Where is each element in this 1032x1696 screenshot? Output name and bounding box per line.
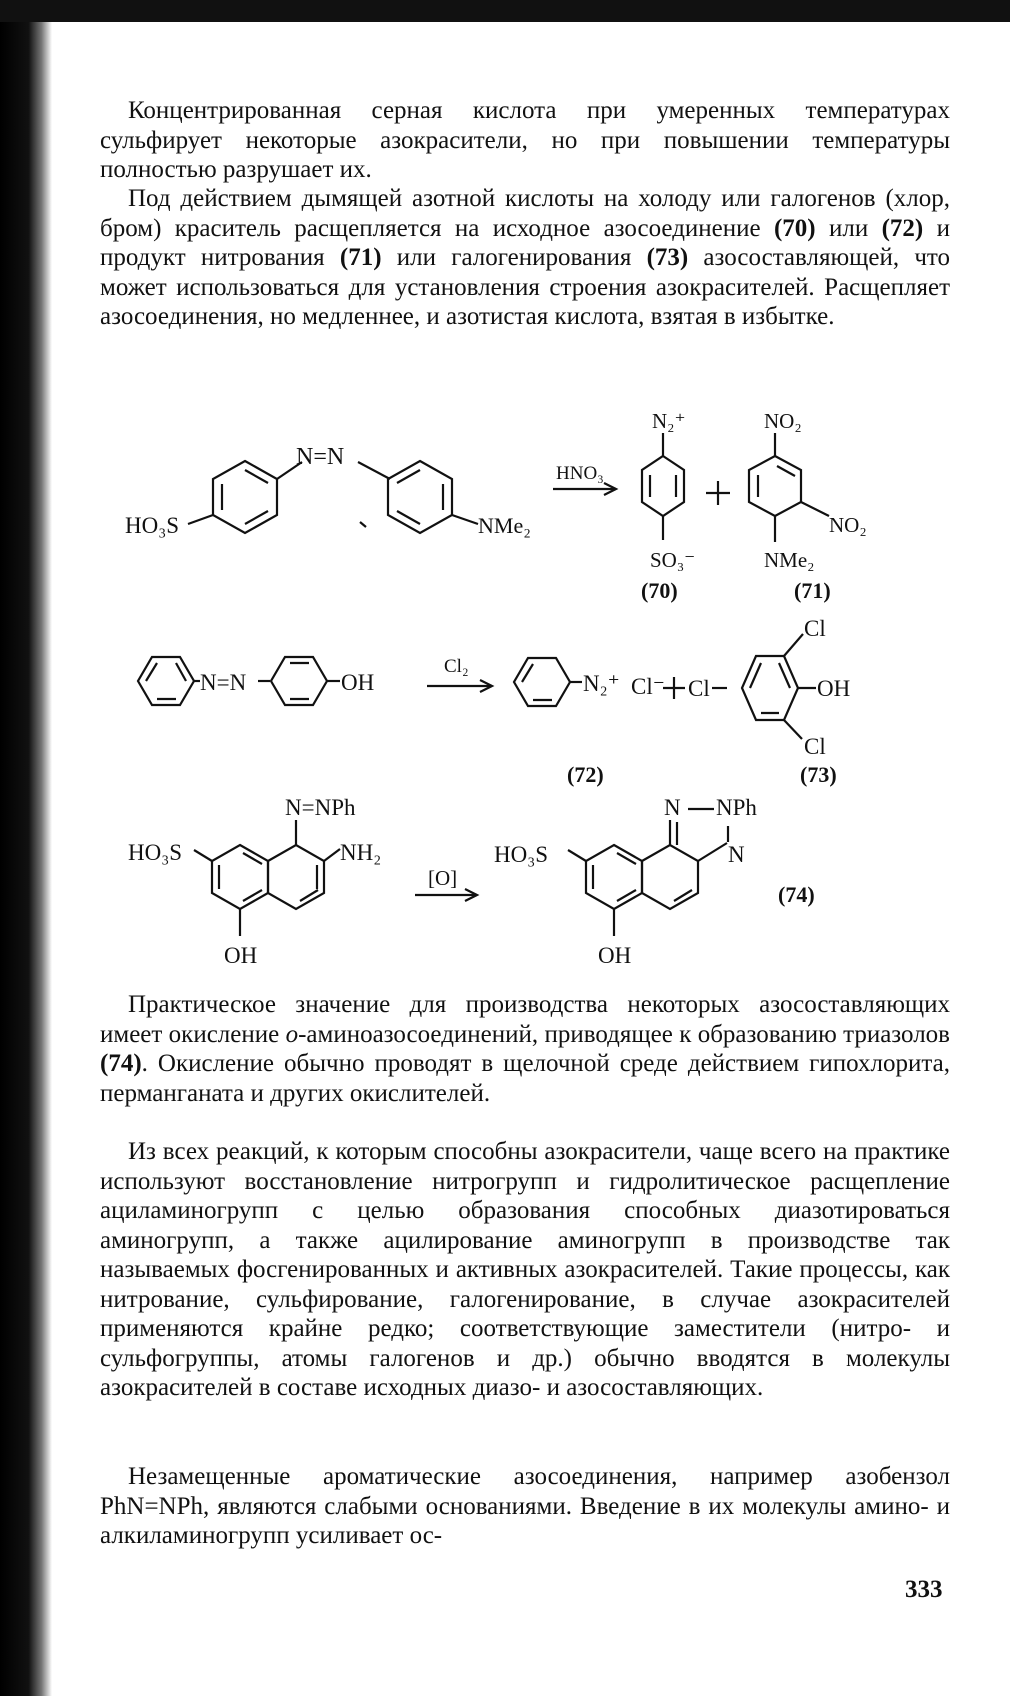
naphthalene-right-ring-b — [642, 845, 698, 909]
so3minus-label: SO₃⁻ — [650, 548, 696, 572]
paragraph-2-text-b: или — [815, 214, 882, 242]
label-73: (73) — [800, 762, 837, 787]
benzene-ring-71 — [749, 456, 801, 516]
benzene-ring-1b — [388, 461, 452, 533]
naphthalene-right-ring-a — [586, 845, 642, 909]
cl-minus-label: Cl⁻ — [631, 674, 665, 699]
paragraph-2-text-c: и продукт нитрования — [100, 214, 951, 271]
nme2-product-label: NMe₂ — [764, 548, 815, 572]
paragraph-3-text-c: . Окисление обычно проводят в щелочной среде действием гипохлорита, перманганата и других окислителей. — [100, 1050, 950, 1107]
naphthalene-left-ring-b — [268, 845, 324, 909]
paragraph-4 — [100, 1137, 950, 1403]
paragraph-2-text-a: Под действием дымящей азотной кислоты на холоду или галогенов (хлор, бром) краситель расщепляется на исходное азосоединение — [100, 185, 950, 242]
paragraph-2 — [100, 184, 950, 332]
paragraph-2-text-e: азосоставляющей, что может использоваться для установления строения азокрасителей. Расщепляет азосоединения, но медленнее, и азотистая кислота, взятая в избытке. — [100, 244, 951, 330]
label-72: (72) — [567, 762, 604, 787]
so3h-label-3: HO₃S — [128, 840, 183, 865]
paragraph-1 — [100, 96, 950, 185]
paragraph-3-text-a: Практическое значение для производства некоторых азосоставляющих имеет окисление — [100, 991, 950, 1048]
ref-71: (71) — [339, 244, 382, 271]
paragraph-2-text-d: или галогенирования — [381, 244, 647, 271]
n2plus-label: N₂⁺ — [652, 409, 686, 433]
so3h-label-1: HO₃S — [125, 513, 180, 538]
oh-label-3a: OH — [224, 943, 258, 968]
cl-bottom-label: Cl — [804, 734, 826, 759]
benzene-ring-1a — [213, 461, 277, 533]
page-number: 333 — [905, 1576, 943, 1603]
ref-72: (72) — [881, 214, 924, 242]
label-70: (70) — [641, 578, 678, 603]
paragraph-5-text: Незамещенные ароматические азосоединения, например азобензол PhN=NPh, являются слабыми основаниями. Введение в их молекулы амино- и алкиламиногрупп усиливает ос- — [100, 1463, 950, 1549]
triazole-nph: NPh — [716, 795, 757, 820]
paragraph-3 — [100, 990, 950, 1108]
ref-73: (73) — [646, 244, 689, 271]
paragraph-4-text: Из всех реакций, к которым способны азокрасители, чаще всего на практике используют восстановление нитрогрупп и гидролитическое расщепление ациламиногрупп с целью образования способных диазотироваться аминогрупп, а также ацилирование аминогрупп в производстве так называемых фосгенированных и активных азокрасителей. Такие процессы, как нитрование, сульфирование, галогенирование, в случае азокрасителей применяются крайне редко; соответствующие заместители (нитро- и сульфогруппы, атомы галогенов и др.) обычно вводятся в молекулы азокрасителей в составе исходных диазо- и азосоставляющих. — [100, 1138, 950, 1401]
reagent-cl2: Cl₂ — [444, 656, 469, 677]
benzene-ring-2a — [138, 657, 194, 705]
scan-binding-shadow — [0, 22, 52, 1696]
paragraph-1-text: Концентрированная серная кислота при умеренных температурах сульфирует некоторые азокрасители, но при повышении температуры полностью разрушает их. — [100, 97, 950, 183]
nnph-label: N=NPh — [285, 795, 356, 820]
azo-label-1: N=N — [296, 444, 345, 470]
cl-top-label: Cl — [804, 616, 826, 641]
benzene-ring-72 — [514, 658, 570, 706]
naphthalene-left-ring-a — [212, 845, 268, 909]
benzene-ring-2b — [271, 657, 327, 705]
benzene-ring-73 — [742, 656, 798, 720]
ref-70: (70) — [773, 214, 816, 242]
oh-label-73: OH — [817, 676, 851, 701]
cl-left-label: Cl — [688, 676, 710, 701]
ortho-prefix: о — [285, 1020, 299, 1048]
scan-top-border — [0, 0, 1010, 22]
so3h-label-74: HO₃S — [494, 842, 549, 867]
triazole-n-right: N — [728, 842, 745, 867]
reagent-hno3: HNO₃ — [556, 463, 604, 484]
ref-74: (74) — [100, 1050, 142, 1077]
no2-top-label: NO₂ — [764, 409, 802, 433]
oh-label-74: OH — [598, 943, 632, 968]
benzene-ring-70 — [642, 456, 684, 516]
nme2-label-1: NMe₂ — [478, 513, 531, 538]
label-71: (71) — [794, 578, 831, 603]
n2plus-label-2: N₂⁺ — [583, 671, 620, 696]
label-74: (74) — [778, 882, 815, 907]
triazole-n-left: N — [664, 795, 681, 820]
oh-label-2: OH — [341, 670, 375, 695]
azo-label-2: N=N — [200, 670, 247, 695]
reagent-oxidant: [O] — [428, 866, 458, 890]
paragraph-3-text-b: -аминоазосоединений, приводящее к образованию триазолов — [298, 1020, 950, 1048]
paragraph-5 — [100, 1462, 950, 1551]
nh2-label: NH₂ — [340, 840, 382, 865]
no2-side-label: NO₂ — [829, 513, 867, 537]
